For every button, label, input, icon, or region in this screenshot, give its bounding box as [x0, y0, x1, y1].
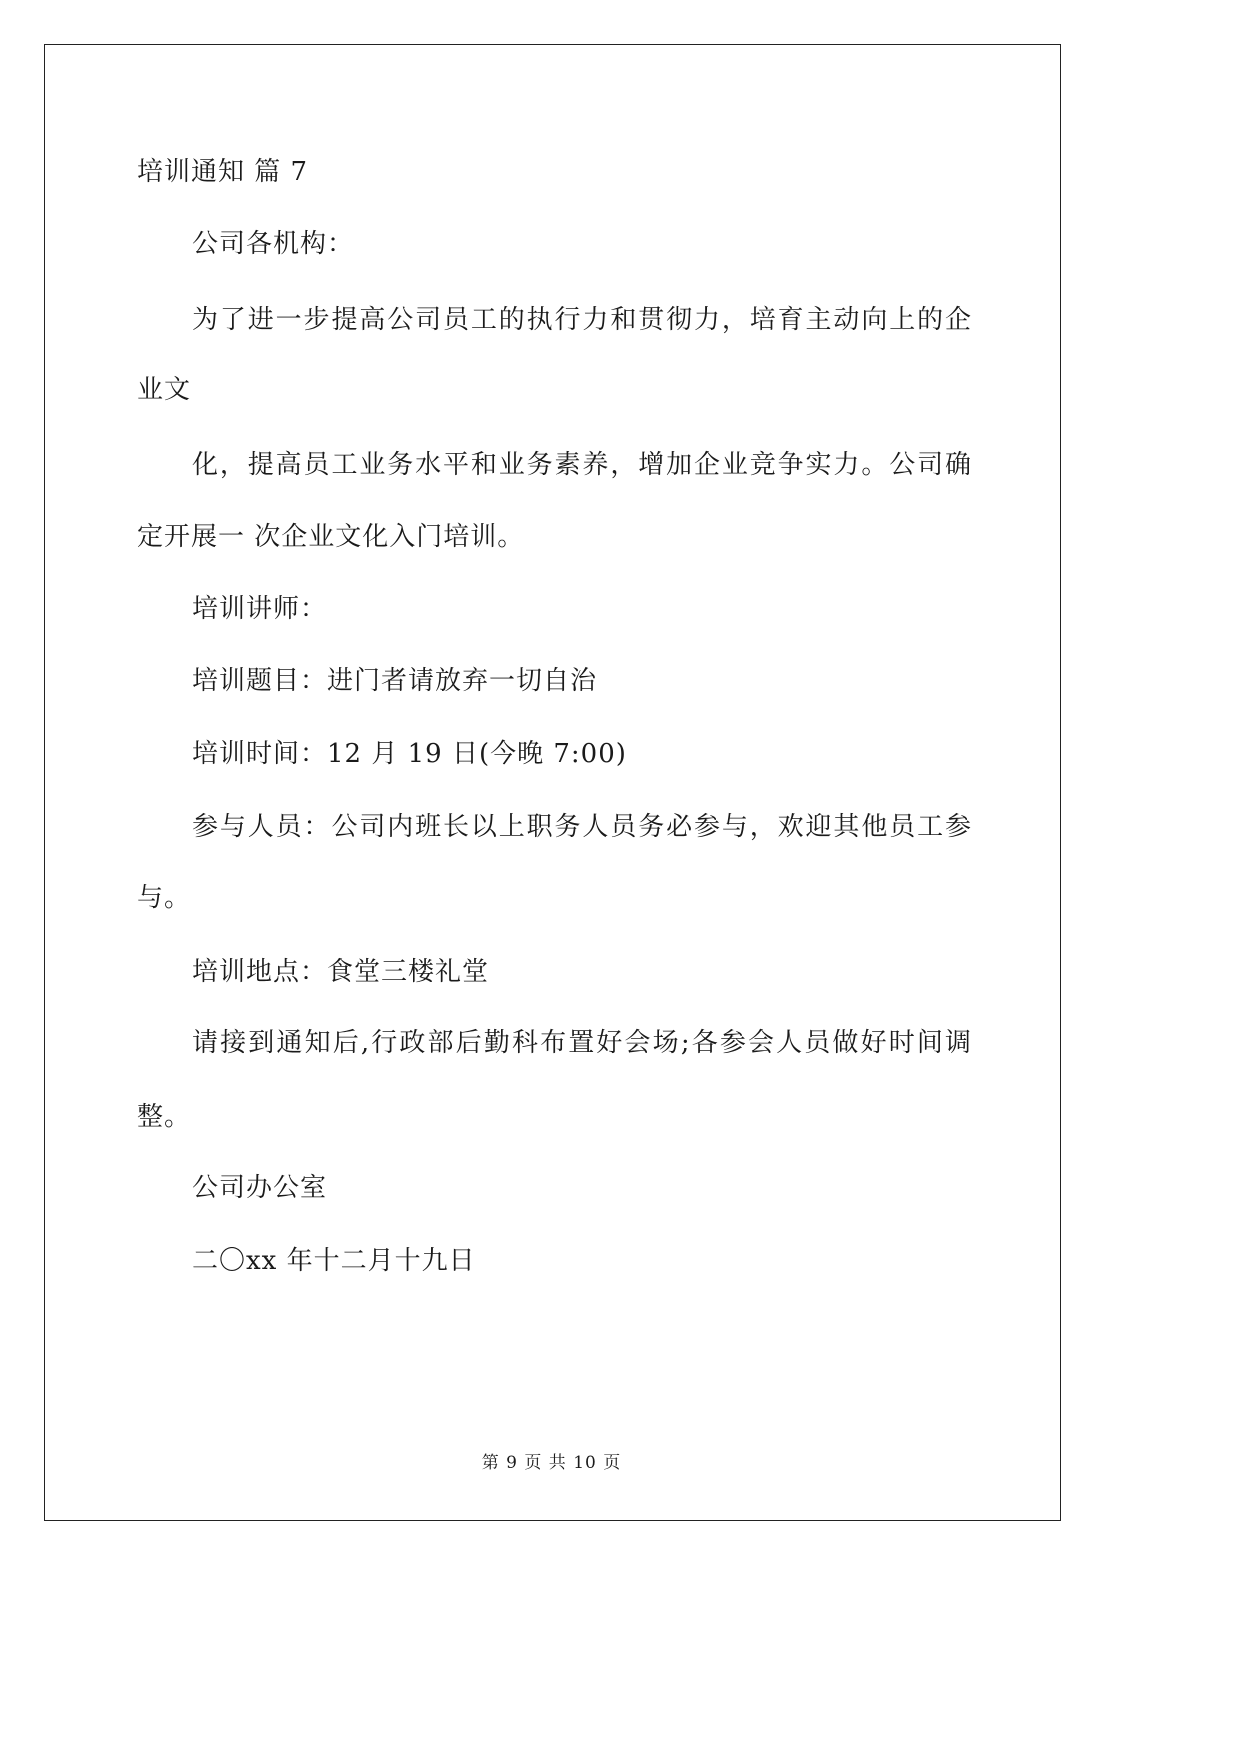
participants-line-1: 参与人员：公司内班长以上职务人员务必参与，欢迎其他员工参	[192, 812, 972, 842]
date-line: 二〇xx 年十二月十九日	[192, 1246, 476, 1276]
continuation-paragraph-line-2: 定开展一 次企业文化入门培训。	[137, 522, 525, 552]
participants-line-2: 与。	[137, 883, 192, 913]
page-number-footer: 第 9 页 共 10 页	[481, 1453, 622, 1473]
page-border	[44, 44, 1061, 1521]
document-heading: 培训通知 篇 7	[137, 157, 309, 187]
notice-paragraph-line-1: 请接到通知后,行政部后勤科布置好会场;各参会人员做好时间调	[192, 1028, 972, 1058]
time-line: 培训时间：12 月 19 日(今晚 7:00)	[192, 739, 627, 769]
continuation-paragraph-line-1: 化，提高员工业务水平和业务素养，增加企业竞争实力。公司确	[192, 450, 972, 480]
intro-paragraph-line-1: 为了进一步提高公司员工的执行力和贯彻力，培育主动向上的企	[192, 305, 972, 335]
signature: 公司办公室	[192, 1173, 328, 1203]
intro-paragraph-line-2: 业文	[137, 375, 192, 405]
topic-line: 培训题目：进门者请放弃一切自治	[192, 666, 598, 696]
location-line: 培训地点：食堂三楼礼堂	[192, 957, 490, 987]
salutation: 公司各机构：	[192, 229, 355, 259]
lecturer-line: 培训讲师：	[192, 594, 328, 624]
notice-paragraph-line-2: 整。	[137, 1102, 192, 1132]
